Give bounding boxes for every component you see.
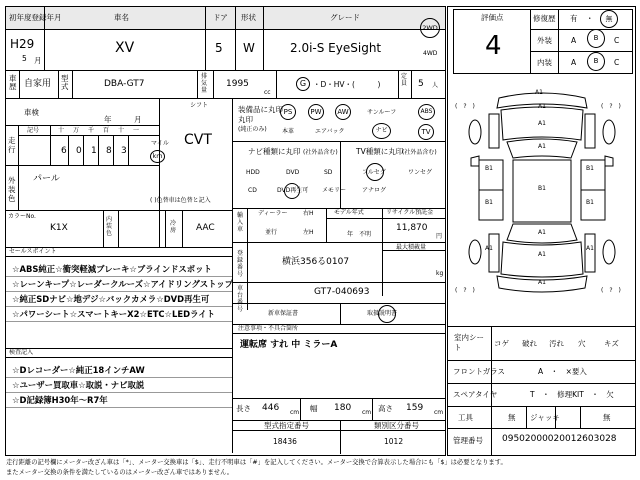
- spare-tire-label: スペアタイヤ: [453, 390, 498, 399]
- repair-no-circle: 無: [600, 10, 618, 28]
- mile-label: マイル: [151, 140, 169, 147]
- notes-title: 注意事項・不具合箇所: [238, 325, 299, 332]
- equip-navi-circle: ナビ: [372, 123, 391, 139]
- diagram-label: A1: [538, 103, 546, 110]
- equip-aw-circle: AW: [335, 104, 351, 120]
- footer-line-2: またメーター交換の条件を満たしているのはメーター改ざん車ではありません。: [6, 469, 234, 476]
- notes-text: 運転席 すれ 中 ミラーA: [240, 340, 338, 350]
- seat-option: コゲ: [494, 339, 509, 348]
- usage: 自家用: [24, 79, 52, 89]
- navi-cd: CD: [248, 187, 257, 194]
- class-label: 類別区分番号: [374, 421, 419, 430]
- usage-label: 車歴: [9, 74, 17, 91]
- diagram-label: B1: [485, 165, 493, 172]
- equipment-title: 装備品に丸印: [238, 105, 283, 114]
- sales-point-line: ☆パワーシート☆スマートキーX2☆ETC☆LEDライト: [12, 309, 215, 319]
- equipment-title-2: 丸印: [238, 115, 253, 124]
- model-label: 型式: [61, 74, 69, 91]
- ext-grade-c: C: [614, 36, 620, 45]
- shape: W: [243, 41, 255, 55]
- interior-color-label: 内装色: [106, 216, 113, 237]
- diagram-label: A1: [586, 245, 594, 252]
- front-glass-label: フロントガラス: [453, 367, 506, 376]
- capacity: 5: [418, 79, 424, 89]
- interior-seat-label: 室内シート: [454, 333, 484, 352]
- inspection-notes-title: 検査記入: [9, 349, 34, 356]
- car-name: XV: [115, 40, 135, 56]
- repair-label: 修復歴: [533, 14, 556, 23]
- import-left-h: 左H: [303, 229, 314, 236]
- height-unit: cm: [434, 409, 444, 416]
- diagram-label: A1: [538, 229, 546, 236]
- tools-label: 工具: [458, 413, 473, 422]
- type-cert-label: 型式指定番号: [264, 421, 309, 430]
- odometer-digit: 0: [76, 146, 82, 156]
- diagram-paren-bl: ( ? ): [455, 287, 475, 294]
- diagram-label: A1: [485, 245, 493, 252]
- ac-label: 冷房: [170, 220, 177, 234]
- odometer-digit: 1: [91, 146, 97, 156]
- import-label: 輸入車: [237, 212, 244, 233]
- ac: AAC: [196, 223, 215, 233]
- car-damage-diagram: [449, 78, 635, 324]
- chassis-label: 車台番号: [237, 285, 244, 313]
- model: DBA-GT7: [104, 79, 145, 89]
- odometer-place-2: 千: [88, 127, 95, 134]
- navi-type-title: ナビ種類に丸印: [248, 147, 301, 156]
- car-name-label: 車名: [114, 13, 129, 22]
- length-label: 長さ: [236, 404, 251, 413]
- diagram-label: A1: [535, 89, 543, 96]
- score-label: 評価点: [481, 13, 504, 22]
- capacity-unit: 人: [432, 82, 439, 89]
- sales-point-line: ☆ABS純正☆衝突軽減ブレーキ☆ブラインドスポット: [12, 264, 212, 274]
- tv-analog: アナログ: [362, 187, 387, 194]
- registration-number: 横浜356る0107: [282, 257, 350, 267]
- chassis-number: GT7-040693: [314, 287, 370, 297]
- inspection-label: 車検: [24, 108, 39, 117]
- inspection-line: ☆Dレコーダー☆純正18インチAW: [12, 365, 145, 375]
- diagram-label: A1: [538, 143, 546, 150]
- footer-line-1: 走行距離の記号欄にメーター改ざん車は「*」、メーター交換車は「$」、走行不明車は「#」を記入してください。メーター交換で合算表示した場合にも「$」は必要となります。: [6, 459, 507, 466]
- width-label: 幅: [310, 404, 318, 413]
- jack-label: ジャッキ: [530, 413, 560, 422]
- model-year: 年 不明: [347, 231, 372, 238]
- grade: 2.0i-S EyeSight: [290, 41, 382, 55]
- recycle-amount: 11,870: [396, 223, 428, 233]
- class-number: 1012: [384, 437, 404, 446]
- seat-option: 穴: [578, 339, 586, 348]
- diagram-label: B1: [485, 199, 493, 206]
- month-unit: 月: [34, 56, 42, 65]
- recycle-yen: 円: [436, 233, 443, 240]
- import-dealer: ディーラー: [258, 210, 288, 217]
- ext-grade-b-circle: B: [587, 29, 605, 48]
- sales-point-line: ☆純正SDナビ☆地デジ☆バックカメラ☆DVD再生可: [12, 294, 210, 304]
- ext-grade-a: A: [571, 36, 577, 45]
- equip-sunroof: サンルーフ: [367, 109, 397, 116]
- cc-unit: cc: [264, 89, 271, 96]
- mgmt-label: 管理番号: [453, 436, 483, 445]
- mgmt-number: 09502000020012603028: [502, 434, 617, 444]
- capacity-label: 定員: [401, 73, 408, 87]
- record-label: 記号: [27, 127, 40, 134]
- fuel-gasoline-circle: G: [296, 77, 310, 91]
- sales-point-title: セールスポイント: [9, 248, 57, 255]
- seat-option: 破れ: [522, 339, 537, 348]
- repair-yes: 有: [570, 14, 578, 23]
- equip-airbag: エアバック: [315, 128, 345, 135]
- length: 446: [262, 403, 280, 413]
- odometer-digit: 6: [61, 146, 67, 156]
- navi-dvd: DVD: [286, 169, 300, 176]
- displacement: 1995: [226, 79, 249, 89]
- tv-oneseg: ワンセグ: [408, 169, 433, 176]
- equip-abs-circle: ABS: [418, 104, 435, 120]
- import-parallel: 並行: [265, 229, 278, 236]
- displacement-label: 排気量: [201, 73, 208, 94]
- shift-label: シフト: [190, 102, 209, 109]
- equip-pw-circle: PW: [308, 104, 324, 120]
- spare-tire-value: T ・ 修理KIT ・ 欠: [530, 390, 614, 399]
- equip-ps-circle: PS: [280, 104, 296, 120]
- max-load-unit: kg: [436, 270, 444, 277]
- seat-option: キズ: [604, 339, 619, 348]
- tv-fullseg: フルセグ: [362, 169, 386, 176]
- warranty-label: 新車保証書: [268, 310, 299, 317]
- diagram-label: A1: [538, 251, 546, 258]
- navi-sd: SD: [324, 169, 333, 176]
- diagram-label: B1: [586, 165, 594, 172]
- diagram-paren-br: ( ? ): [601, 287, 621, 294]
- int-grade-a: A: [571, 58, 577, 67]
- model-year-label: モデル年式: [334, 209, 364, 216]
- import-right-h: 右H: [303, 210, 314, 217]
- door-label: ドア: [213, 13, 228, 22]
- odometer-digit: 8: [106, 146, 112, 156]
- navi-memory: メモリー: [322, 187, 347, 194]
- type-cert: 18436: [273, 437, 297, 446]
- color-no-label: カラーNo.: [8, 213, 36, 220]
- first-reg-year: H29: [10, 37, 35, 51]
- seat-option: 汚れ: [549, 339, 564, 348]
- tv-type-note: (社外品含む): [402, 149, 437, 156]
- km-circle: km: [150, 150, 165, 163]
- inspection-month-unit: 月: [134, 115, 142, 124]
- jack-value: 無: [603, 413, 611, 422]
- recycle-label: リサイクル預託金: [386, 209, 434, 216]
- inspection-line: ☆D記録簿H30年〜R7年: [12, 395, 108, 405]
- diagram-paren-tl: ( ? ): [455, 103, 475, 110]
- odometer-digit: 3: [121, 146, 127, 156]
- height: 159: [406, 403, 424, 413]
- int-grade-c: C: [614, 58, 620, 67]
- diagram-label: B1: [586, 199, 594, 206]
- inspection-line: ☆ユーザー買取車☆取説・ナビ取説: [12, 380, 145, 390]
- inspection-year-unit: 年: [104, 115, 112, 124]
- tv-type-title: TV種類に丸印: [356, 147, 404, 156]
- diagram-paren-tr: ( ? ): [601, 103, 621, 110]
- height-label: 高さ: [378, 404, 393, 413]
- sales-point-line: ☆レーンキープ☆レーダークルーズ☆アイドリングストップ: [12, 279, 234, 289]
- shift: CVT: [184, 132, 212, 148]
- fuel-options: ・D・HV・( ): [313, 80, 381, 89]
- interior-grade-label: 内装: [537, 58, 552, 67]
- first-reg-label: 初年度登録年月: [9, 13, 62, 22]
- navi-dvd-play: DVD再生可: [277, 187, 309, 194]
- diagram-label: A1: [538, 120, 546, 127]
- width-unit: cm: [362, 409, 372, 416]
- doors: 5: [215, 41, 223, 55]
- equip-tv-circle: TV: [418, 124, 434, 140]
- odometer-place-5: 一: [133, 127, 140, 134]
- drive-2wd-circle: 2WD: [420, 18, 440, 38]
- manual-label: 取扱説明書: [367, 310, 398, 317]
- running-label: 走行: [8, 136, 16, 154]
- repair-dot: ・: [586, 14, 594, 23]
- width: 180: [334, 403, 352, 413]
- odometer-place-3: 百: [103, 127, 110, 134]
- registration-label: 登録番号: [237, 250, 244, 278]
- tools-value: 無: [508, 413, 516, 422]
- color-note: ( )色替車は色替と記入: [150, 197, 211, 204]
- exterior-grade-label: 外装: [537, 36, 552, 45]
- odometer-place-4: 十: [118, 127, 125, 134]
- drive-4wd: 4WD: [423, 50, 438, 57]
- equipment-subtitle: (純正のみ): [238, 126, 267, 133]
- equip-leather: 本革: [282, 128, 295, 135]
- grade-label: グレード: [330, 13, 360, 22]
- color-no: K1X: [50, 223, 68, 233]
- front-glass-value: A ・ ×要入: [538, 367, 587, 376]
- score: 4: [485, 31, 502, 61]
- max-load-label: 最大積載量: [396, 244, 427, 251]
- first-reg-month: 5: [22, 54, 27, 63]
- odometer-place-0: 十: [58, 127, 65, 134]
- length-unit: cm: [290, 409, 300, 416]
- navi-type-note: (社外品含む): [303, 149, 338, 156]
- navi-hdd: HDD: [246, 169, 260, 176]
- odometer-place-1: 万: [73, 127, 80, 134]
- exterior-color: パール: [33, 174, 60, 184]
- diagram-label: B1: [538, 185, 546, 192]
- exterior-color-label: 外装色: [8, 176, 16, 203]
- shape-label: 形状: [241, 13, 256, 22]
- int-grade-b-circle: B: [587, 52, 605, 71]
- diagram-label: A1: [538, 279, 546, 286]
